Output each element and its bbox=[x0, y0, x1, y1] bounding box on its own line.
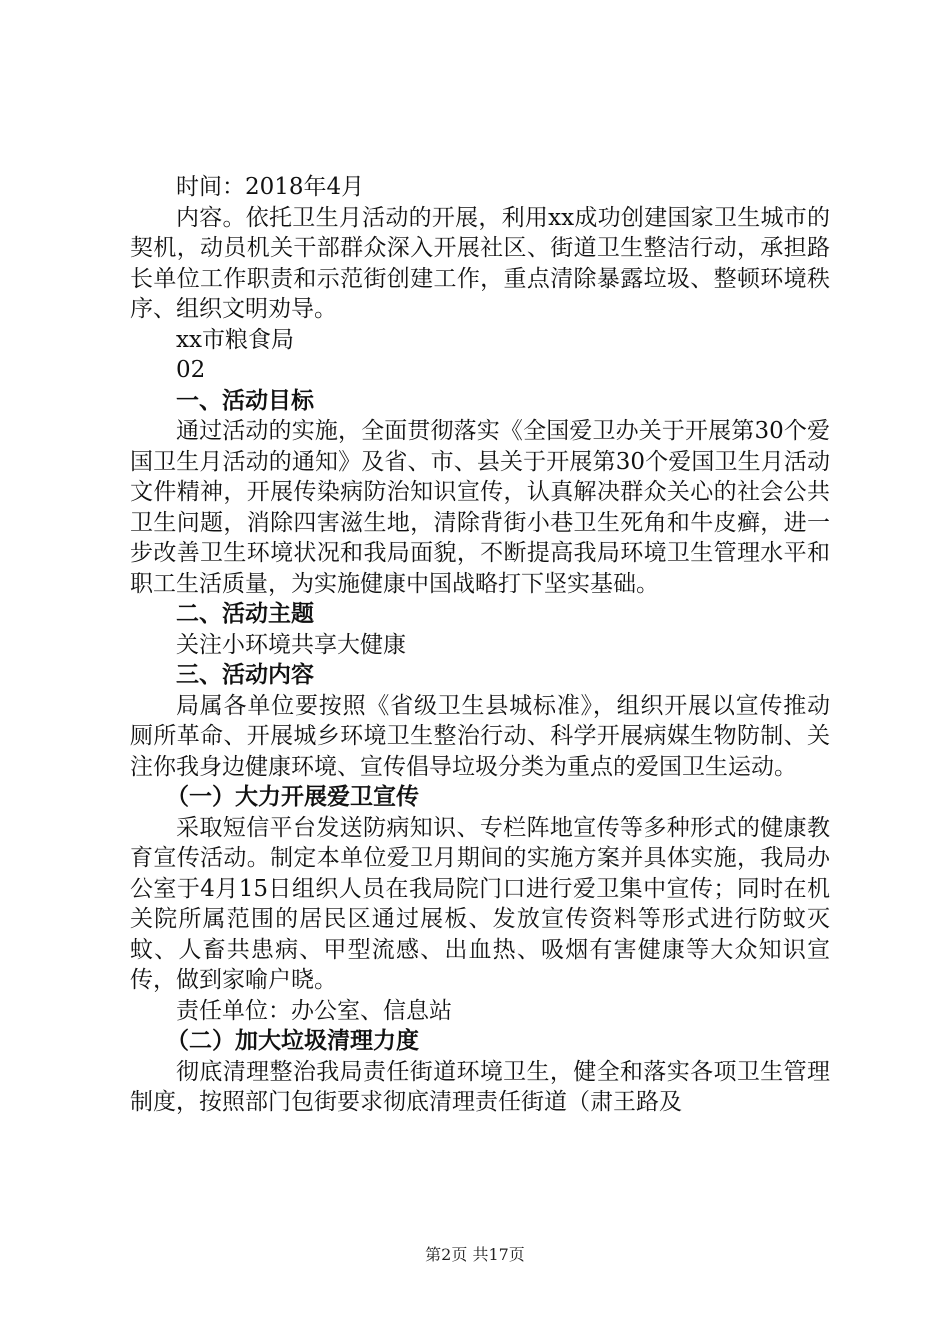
document-body bbox=[130, 172, 830, 1118]
content-requirements-paragraph: 局属各单位要按照《省级卫生县城标准》，组织开展以宣传推动厕所革命、开展城乡环境卫生整治行动、科学开展病媒生物防制、关注你我身边健康环境、宣传倡导垃圾分类为重点的爱国卫生运动。 bbox=[130, 692, 830, 780]
page-footer: 第2页 共17页 bbox=[425, 1245, 525, 1264]
heading-activity-theme: 二、活动主题 bbox=[176, 601, 314, 627]
subheading-publicity: （一）大力开展爱卫宣传 bbox=[166, 784, 419, 810]
responsible-units: 责任单位：办公室、信息站 bbox=[176, 997, 452, 1024]
section-number: 02 bbox=[176, 357, 206, 383]
organization-name: xx市粮食局 bbox=[176, 326, 294, 353]
heading-activity-content: 三、活动内容 bbox=[176, 662, 314, 688]
time-line: 时间：2018年4月 bbox=[176, 174, 365, 200]
goal-paragraph: 通过活动的实施，全面贯彻落实《全国爱卫办关于开展第30个爱国卫生月活动的通知》及省、市、县关于开展第30个爱国卫生月活动文件精神，开展传染病防治知识宣传，认真解决群众关心的社会公共卫生问题，消除四害滋生地，清除背街小巷卫生死角和牛皮癣，进一步改善卫生环境状况和我局面貌，不断提高我局环境卫生管理水平和职工生活质量，为实施健康中国战略打下坚实基础。 bbox=[130, 418, 830, 597]
content-paragraph: 内容。依托卫生月活动的开展，利用xx成功创建国家卫生城市的契机，动员机关干部群众深入开展社区、街道卫生整洁行动，承担路长单位工作职责和示范街创建工作，重点清除暴露垃圾、整顿环境秩序、组织文明劝导。 bbox=[130, 204, 830, 322]
subheading-garbage-cleanup: （二）加大垃圾清理力度 bbox=[166, 1028, 419, 1054]
publicity-paragraph: 采取短信平台发送防病知识、专栏阵地宣传等多种形式的健康教育宣传活动。制定本单位爱卫月期间的实施方案并具体实施，我局办公室于4月15日组织人员在我局院门口进行爱卫集中宣传；同时在机关院所属范围的居民区通过展板、发放宣传资料等形式进行防蚊灭蚊、人畜共患病、甲型流感、出血热、吸烟有害健康等大众知识宣传，做到家喻户晓。 bbox=[130, 814, 830, 993]
heading-activity-goal: 一、活动目标 bbox=[176, 387, 314, 414]
cleanup-paragraph: 彻底清理整治我局责任街道环境卫生，健全和落实各项卫生管理制度，按照部门包街要求彻底清理责任街道（肃王路及 bbox=[130, 1058, 830, 1115]
theme-text: 关注小环境共享大健康 bbox=[176, 631, 406, 658]
